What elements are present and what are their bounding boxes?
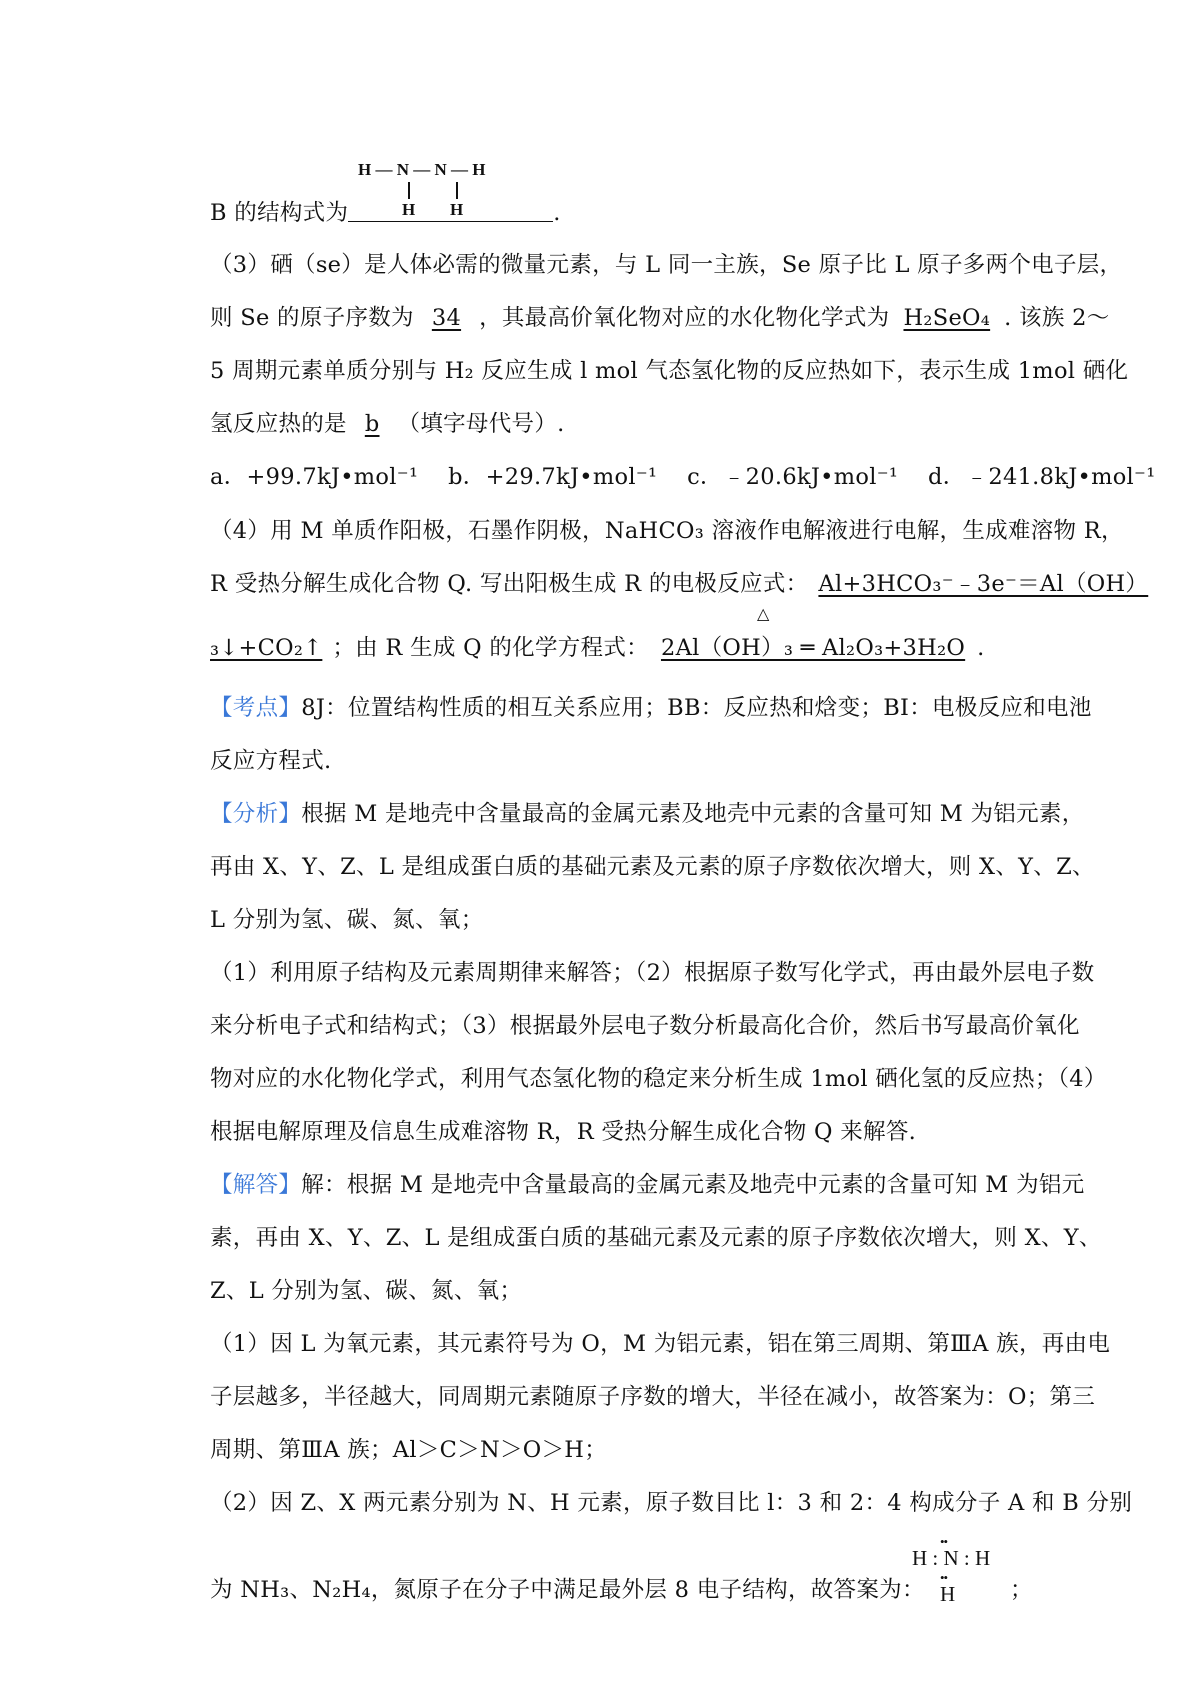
electron-dots-bottom: •• — [940, 1570, 948, 1585]
fenxi-line-2: 再由 X、Y、Z、L 是组成蛋白质的基础元素及元素的原子序数依次增大，则 X、Y、Z、 — [210, 854, 1095, 880]
bond-line-right — [456, 182, 458, 199]
jieda-line-8: 为 NH₃、N₂H₄，氮原子在分子中满足最外层 8 电子结构，故答案为： — [210, 1577, 925, 1603]
q4-line-3: ₃↓+CO₂↑ ；由 R 生成 Q 的化学方程式： 2Al（OH）₃ ═ Al₂O₃+3H₂O . — [210, 635, 985, 661]
heat-triangle-icon: △ — [757, 606, 770, 623]
q3-line-4: 氢反应热的是 b （填字母代号）. — [210, 411, 565, 437]
line-b-structure: B 的结构式为 . — [210, 200, 561, 226]
jieda-line-6: 周期、第ⅢA 族；Al＞C＞N＞O＞H； — [210, 1437, 608, 1463]
q3-line-2: 则 Se 的原子序数为 34 ，其最高价氧化物对应的水化物化学式为 H₂SeO₄ . 该族 2～ — [210, 305, 1110, 331]
structure-top-row: H — N — N — H — [358, 160, 486, 179]
answer-choice: b — [364, 411, 380, 437]
jieda-tag: 【解答】 — [210, 1172, 302, 1198]
structure-h-left: H — [402, 200, 416, 219]
answer-anode-equation-cont: ₃↓+CO₂↑ — [210, 635, 323, 661]
fenxi-line-3: L 分别为氢、碳、氮、氧； — [210, 907, 484, 933]
jieda-line-8-tail: ； — [1010, 1577, 1033, 1603]
answer-acid-formula: H₂SeO₄ — [903, 305, 991, 331]
fenxi-line-7: 根据电解原理及信息生成难溶物 R，R 受热分解生成化合物 Q 来解答. — [210, 1119, 917, 1145]
fenxi-line-6: 物对应的水化物化学式，利用气态氢化物的稳定来分析生成 1mol 硒化氢的反应热；（4） — [210, 1066, 1107, 1092]
electron-dots-top: •• — [940, 1534, 948, 1549]
fenxi-tag: 【分析】 — [210, 801, 302, 827]
jieda-line-4: （1）因 L 为氧元素，其元素符号为 O，M 为铝元素，铝在第三周期、第ⅢA 族，再由电 — [210, 1331, 1111, 1357]
fenxi-line-5: 来分析电子式和结构式；（3）根据最外层电子数分析最高化合价，然后书写最高价氧化 — [210, 1013, 1080, 1039]
bond-line-left — [408, 182, 410, 199]
jieda-line-7: （2）因 Z、X 两元素分别为 N、H 元素，原子数目比 l：3 和 2：4 构成分子 A 和 B 分别 — [210, 1490, 1133, 1516]
q3-line-3: 5 周期元素单质分别与 H₂ 反应生成 l mol 气态氢化物的反应热如下，表示生成 1mol 硒化 — [210, 358, 1129, 384]
electron-formula-bottom-h: H — [940, 1582, 956, 1606]
q4-line-1: （4）用 M 单质作阳极，石墨作阴极，NaHCO₃ 溶液作电解液进行电解，生成难溶物 R， — [210, 518, 1124, 544]
q3-options: a．+99.7kJ•mol⁻¹ b．+29.7kJ•mol⁻¹ c．﹣20.6kJ•mol⁻¹ d．﹣241.8kJ•mol⁻¹ — [210, 464, 1156, 490]
answer-anode-equation: Al+3HCO₃⁻﹣3e⁻＝Al（OH） — [818, 571, 1149, 597]
jieda-line-1: 【解答】解：根据 M 是地壳中含量最高的金属元素及地壳中元素的含量可知 M 为铝元 — [210, 1172, 1085, 1198]
fenxi-line-1: 【分析】根据 M 是地壳中含量最高的金属元素及地壳中元素的含量可知 M 为铝元素， — [210, 801, 1085, 827]
answer-atomic-number: 34 — [431, 305, 462, 331]
kaodian-line-1: 【考点】8J：位置结构性质的相互关系应用；BB：反应热和焓变；BI：电极反应和电池 — [210, 695, 1092, 721]
jieda-line-2: 素，再由 X、Y、Z、L 是组成蛋白质的基础元素及元素的原子序数依次增大，则 X、Y、 — [210, 1225, 1102, 1251]
fenxi-line-4: （1）利用原子结构及元素周期律来解答；（2）根据原子数写化学式，再由最外层电子数 — [210, 960, 1095, 986]
structure-h-right: H — [450, 200, 464, 219]
jieda-line-3: Z、L 分别为氢、碳、氮、氧； — [210, 1278, 523, 1304]
kaodian-line-2: 反应方程式. — [210, 748, 332, 774]
electron-formula-row: H : N : H — [912, 1546, 991, 1570]
q3-line-1: （3）硒（se）是人体必需的微量元素，与 L 同一主族，Se 原子比 L 原子多两个电子层， — [210, 252, 1123, 278]
q4-line-2: R 受热分解生成化合物 Q. 写出阳极生成 R 的电极反应式： Al+3HCO₃⁻﹣3e⁻＝Al（OH） — [210, 571, 1149, 597]
answer-blank — [348, 201, 553, 222]
answer-decomposition-equation: 2Al（OH）₃ ═ Al₂O₃+3H₂O — [660, 635, 966, 661]
jieda-line-5: 子层越多，半径越大，同周期元素随原子序数的增大，半径在减小，故答案为：O；第三 — [210, 1384, 1096, 1410]
kaodian-tag: 【考点】 — [210, 695, 302, 721]
